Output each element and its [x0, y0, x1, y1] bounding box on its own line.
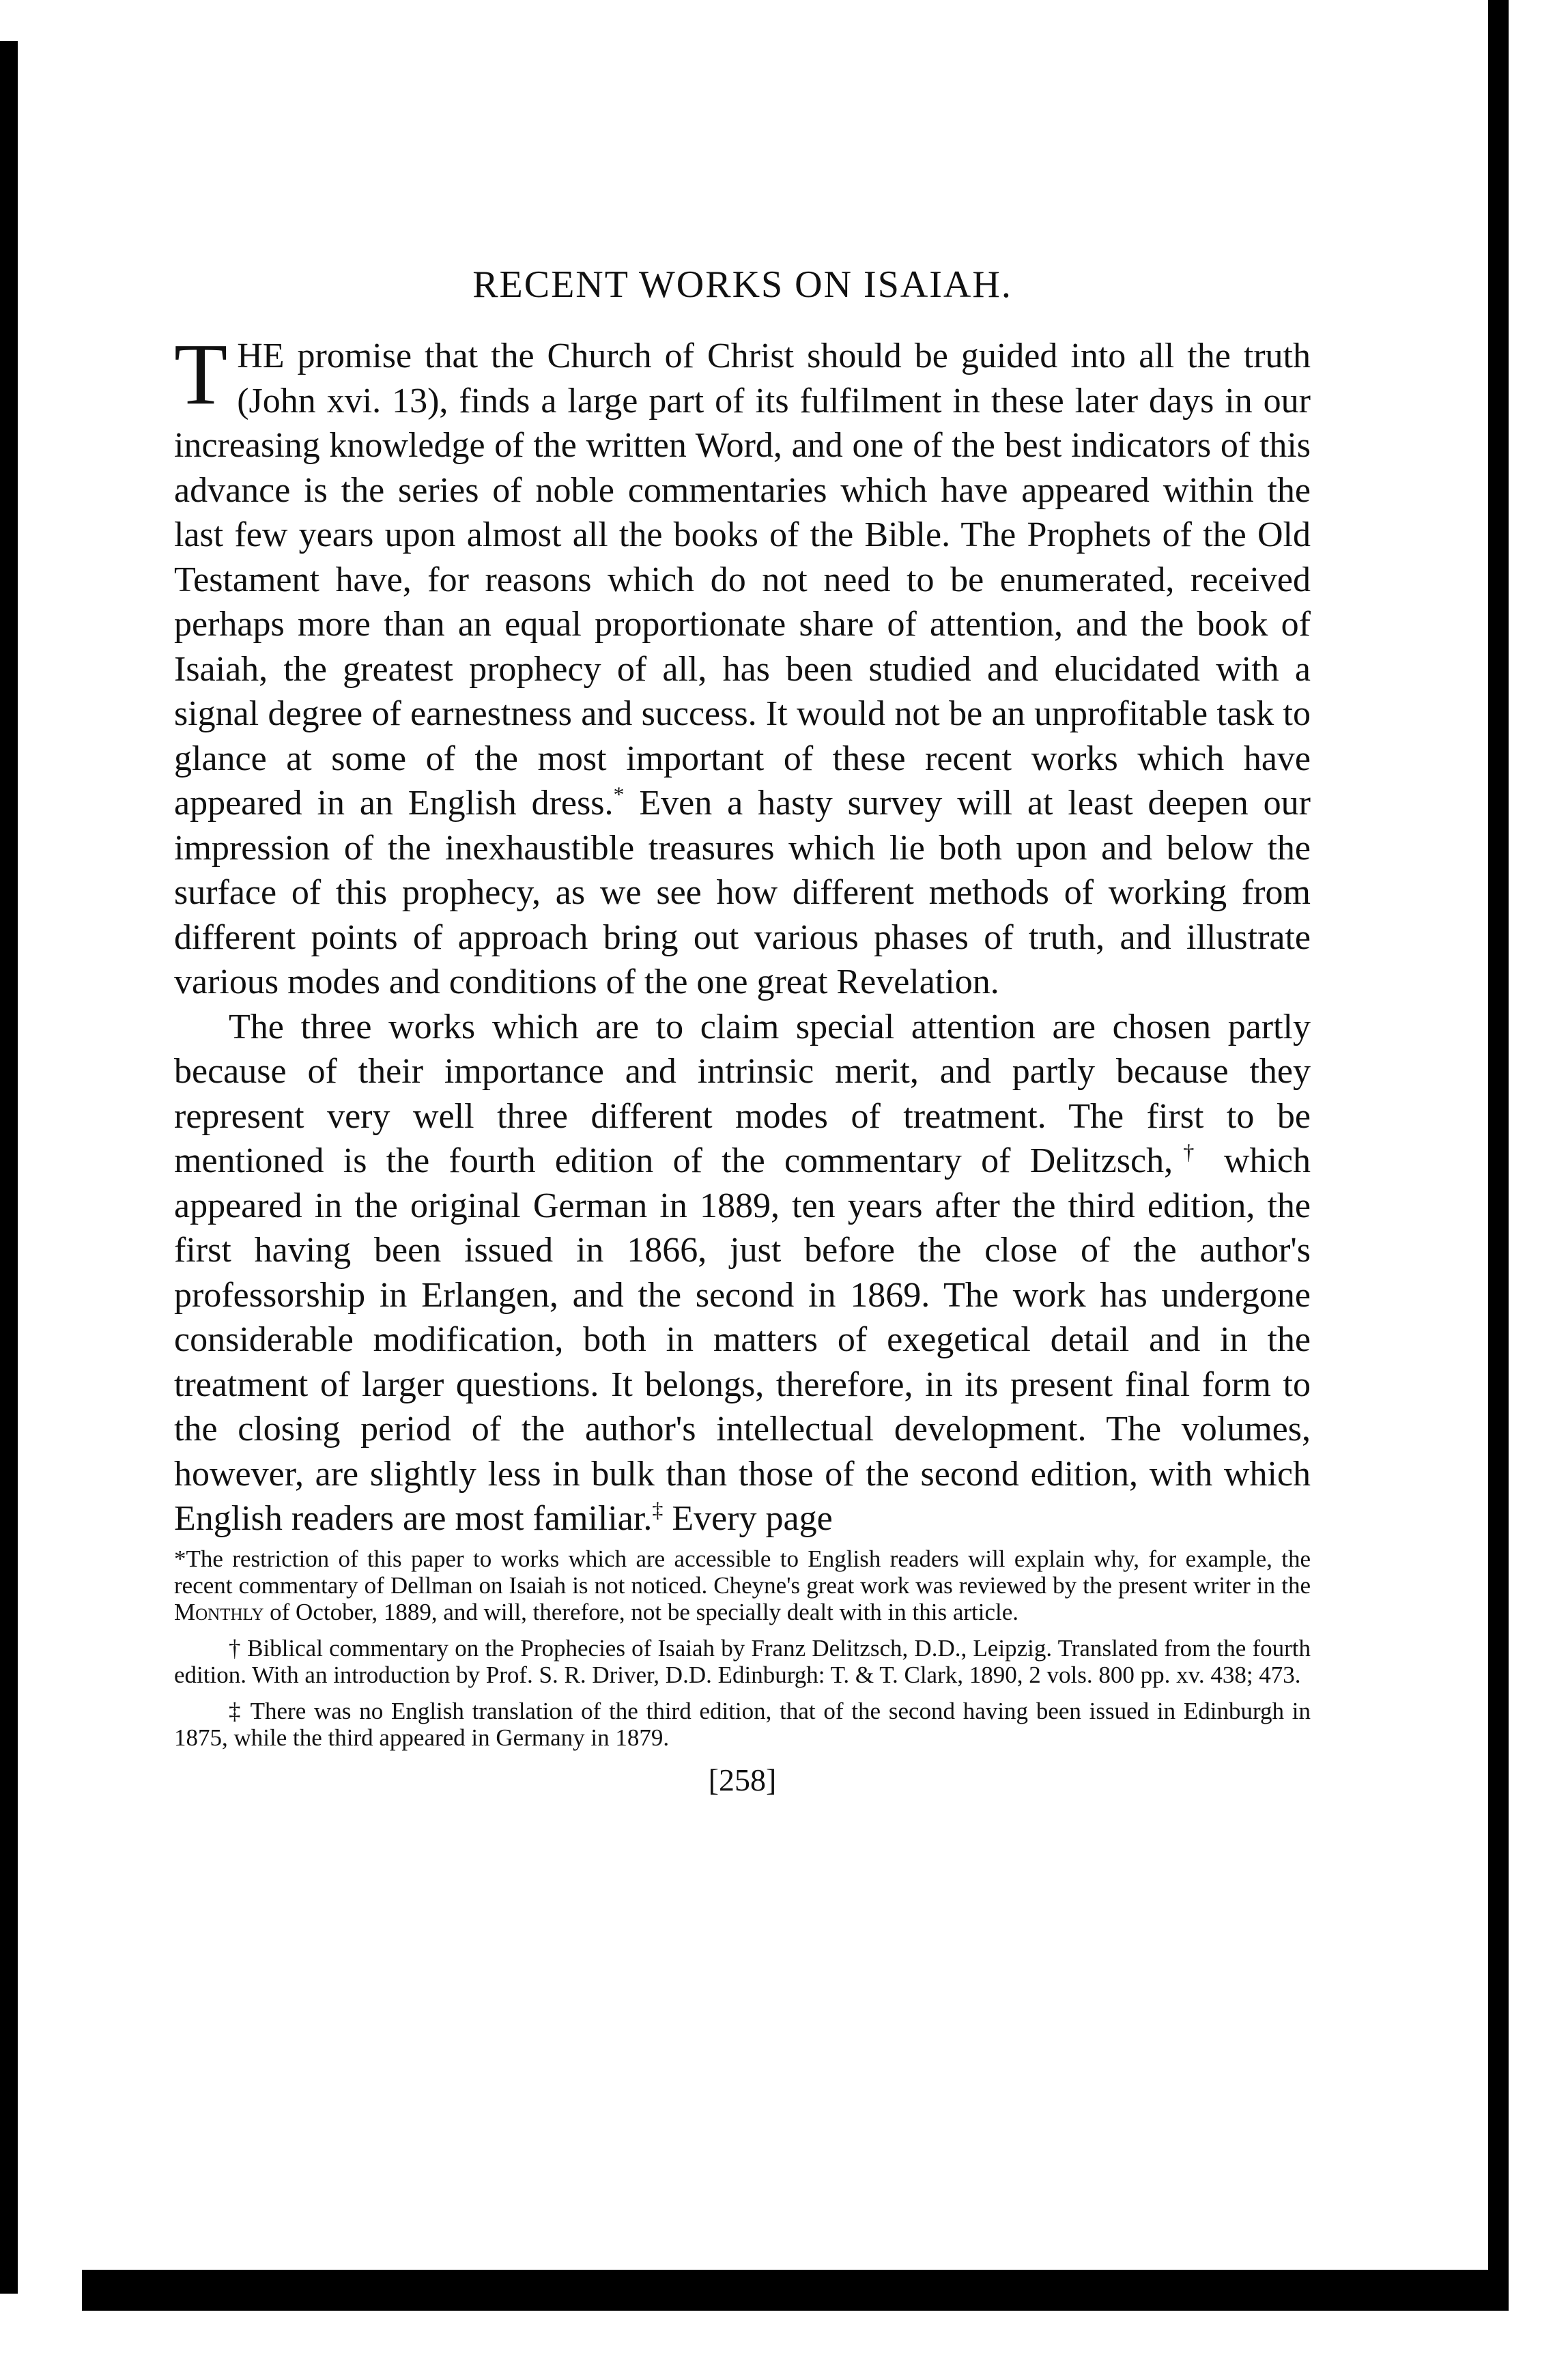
scan-edge-left [0, 41, 18, 2294]
paragraph-1-text-continued: Even a hasty survey will at least deepen our impression of the inexhaustible treasures which lie both upon and below the surface of this prophecy, as we see how different methods of working from different points of approach bring out various phases of truth, and illustrate various modes and conditions of the one great Revelation. [174, 784, 1311, 1001]
footnote-1 [174, 1545, 1311, 1625]
footnote-1-text: *The restriction of this paper to works which are accessible to English readers will explain why, for example, the recent commentary of Dellman on Isaiah is not noticed. Cheyne's great work was reviewed by the present writer in the [174, 1545, 1311, 1599]
footnote-1-text-continued: of October, 1889, and will, therefore, not be specially dealt with in this article. [263, 1598, 1019, 1625]
drop-cap: T [174, 326, 228, 423]
paragraph-2-text-continued: which appeared in the original German in 1889, ten years after the third edition, the first having been issued in 1866, just before the close of the author's professorship in Erlangen, and the second in 1869. The work has undergone considerable modification, both in matters of exegetical detail and in the treatment of larger questions. It belongs, therefore, in its present final form to the closing period of the author's intellectual development. The volumes, however, are slightly less in bulk than those of the second edition, with which English readers are most familiar. [174, 1141, 1311, 1538]
article-body [174, 326, 1311, 1541]
page-title: RECENT WORKS ON ISAIAH. [472, 263, 1012, 306]
paragraph-2-text-end: Every page [663, 1499, 833, 1538]
footnote-2: † Biblical commentary on the Prophecies of Isaiah by Franz Delitzsch, D.D., Leipzig. Translated from the fourth edition. With an introduction by Prof. S. R. Driver, D.D. Edinburgh: T. & T. Clark, 1890, 2 vols. 800 pp. xv. 438; 473. [174, 1634, 1311, 1688]
paragraph-2 [174, 1005, 1311, 1541]
scan-edge-bottom [82, 2270, 1509, 2311]
page-number: [258] [708, 1762, 777, 1797]
footnote-mark-double-dagger: ‡ [652, 1497, 664, 1522]
page [174, 263, 1311, 1798]
footnote-mark-dagger: † [1173, 1139, 1205, 1165]
paragraph-2-text: The three works which are to claim special attention are chosen partly because of their importance and intrinsic merit, and partly because they represent very well three different modes of treatment. The first to be mentioned is the fourth edition of the commentary of Delitzsch, [174, 1007, 1311, 1180]
footnote-mark-asterisk: * [613, 782, 625, 807]
paragraph-1-text: HE promise that the Church of Christ should be guided into all the truth (John xvi. 13), finds a large part of its fulfilment in these later days in our increasing knowledge of the written Word, and one of the best indicators of this advance is the series of noble commentaries which have appeared within the last few years upon almost all the books of the Bible. The Prophets of the Old Testament have, for reasons which do not need to be enumerated, received perhaps more than an equal proportionate share of attention, and the book of Isaiah, the greatest prophecy of all, has been studied and elucidated with a signal degree of earnestness and success. It would not be an unprofitable task to glance at some of the most important of these recent works which have appeared in an English dress. [174, 337, 1311, 823]
footnotes [174, 1545, 1311, 1751]
scan-edge-right [1488, 0, 1509, 2273]
footnote-1-journal: Monthly [174, 1598, 264, 1625]
footnote-3: ‡ There was no English translation of the third edition, that of the second having been issued in Edinburgh in 1875, while the third appeared in Germany in 1879. [174, 1697, 1311, 1751]
paragraph-1 [174, 326, 1311, 1005]
